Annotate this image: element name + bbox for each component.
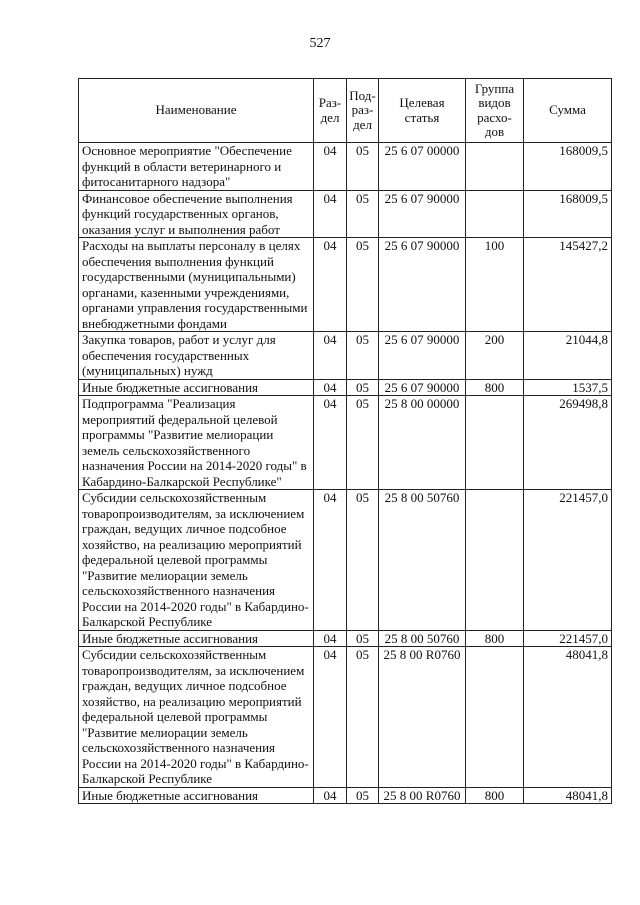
cell-podrazdel: 05 [347,190,379,238]
cell-gruppa: 800 [466,630,524,647]
cell-razdel: 04 [314,332,347,380]
cell-summa: 168009,5 [524,190,612,238]
cell-summa: 221457,0 [524,630,612,647]
cell-tselevaya: 25 6 07 00000 [379,143,466,191]
cell-podrazdel: 05 [347,647,379,788]
cell-summa: 48041,8 [524,647,612,788]
table-row [79,143,612,191]
cell-summa: 48041,8 [524,787,612,804]
cell-podrazdel: 05 [347,379,379,396]
cell-razdel: 04 [314,238,347,332]
cell-tselevaya: 25 8 00 00000 [379,396,466,490]
page-number: 527 [309,36,331,51]
cell-gruppa [466,490,524,631]
cell-tselevaya: 25 8 00 50760 [379,490,466,631]
cell-gruppa: 100 [466,238,524,332]
cell-gruppa [466,143,524,191]
cell-gruppa [466,647,524,788]
cell-tselevaya: 25 6 07 90000 [379,379,466,396]
cell-summa: 221457,0 [524,490,612,631]
cell-name: Иные бюджетные ассигнования [79,379,314,396]
cell-razdel: 04 [314,787,347,804]
cell-razdel: 04 [314,396,347,490]
cell-name: Финансовое обеспечение выполнения функций государственных органов, оказания услуг и выполнения работ [79,190,314,238]
header-tselevaya-statya: Целевая статья [379,79,466,143]
cell-gruppa [466,396,524,490]
table-header-row [79,79,612,143]
cell-razdel: 04 [314,143,347,191]
cell-tselevaya: 25 8 00 R0760 [379,787,466,804]
cell-podrazdel: 05 [347,490,379,631]
cell-summa: 145427,2 [524,238,612,332]
cell-name: Субсидии сельскохозяйственным товаропроизводителям, за исключением граждан, ведущих личное подсобное хозяйство, на реализацию мероприятий федеральной целевой программы "Развитие мелиорации земель сельскохозяйственного назначения России на 2014-2020 годы" в Кабардино-Балкарской Республике [79,490,314,631]
cell-podrazdel: 05 [347,143,379,191]
cell-podrazdel: 05 [347,396,379,490]
cell-name: Основное мероприятие "Обеспечение функций в области ветеринарного и фитосанитарного надзора" [79,143,314,191]
cell-name: Расходы на выплаты персоналу в целях обеспечения выполнения функций государственными (муниципальными) органами, казенными учреждениями, органами управления государственными внебюджетными фондами [79,238,314,332]
cell-name: Закупка товаров, работ и услуг для обеспечения государственных (муниципальных) нужд [79,332,314,380]
cell-razdel: 04 [314,647,347,788]
table-row [79,238,612,332]
cell-razdel: 04 [314,490,347,631]
cell-tselevaya: 25 8 00 R0760 [379,647,466,788]
cell-podrazdel: 05 [347,630,379,647]
cell-gruppa: 800 [466,379,524,396]
table-row [79,396,612,490]
cell-summa: 21044,8 [524,332,612,380]
cell-name: Подпрограмма "Реализация мероприятий федеральной целевой программы "Развитие мелиорации земель сельскохозяйственного назначения России на 2014-2020 годы" в Кабардино-Балкарской Республике" [79,396,314,490]
table-row [79,379,612,396]
cell-podrazdel: 05 [347,332,379,380]
cell-tselevaya: 25 6 07 90000 [379,332,466,380]
cell-gruppa [466,190,524,238]
table-row [79,647,612,788]
cell-tselevaya: 25 6 07 90000 [379,238,466,332]
cell-summa: 168009,5 [524,143,612,191]
cell-razdel: 04 [314,379,347,396]
cell-summa: 1537,5 [524,379,612,396]
cell-name: Иные бюджетные ассигнования [79,787,314,804]
cell-podrazdel: 05 [347,787,379,804]
header-razdel: Раз- дел [314,79,347,143]
table-row [79,190,612,238]
header-podrazdel: Под- раз- дел [347,79,379,143]
cell-razdel: 04 [314,630,347,647]
table-row [79,332,612,380]
table-row [79,787,612,804]
cell-name: Субсидии сельскохозяйственным товаропроизводителям, за исключением граждан, ведущих личное подсобное хозяйство, на реализацию мероприятий федеральной целевой программы "Развитие мелиорации земель сельскохозяйственного назначения России на 2014-2020 годы" в Кабардино-Балкарской Республике [79,647,314,788]
header-gruppa-vidov-rashodov: Группа видов расхо- дов [466,79,524,143]
cell-summa: 269498,8 [524,396,612,490]
cell-podrazdel: 05 [347,238,379,332]
header-name: Наименование [79,79,314,143]
cell-razdel: 04 [314,190,347,238]
header-summa: Сумма [524,79,612,143]
cell-gruppa: 200 [466,332,524,380]
cell-tselevaya: 25 8 00 50760 [379,630,466,647]
cell-gruppa: 800 [466,787,524,804]
cell-tselevaya: 25 6 07 90000 [379,190,466,238]
cell-name: Иные бюджетные ассигнования [79,630,314,647]
table-row [79,630,612,647]
table-row [79,490,612,631]
budget-table [78,78,612,804]
